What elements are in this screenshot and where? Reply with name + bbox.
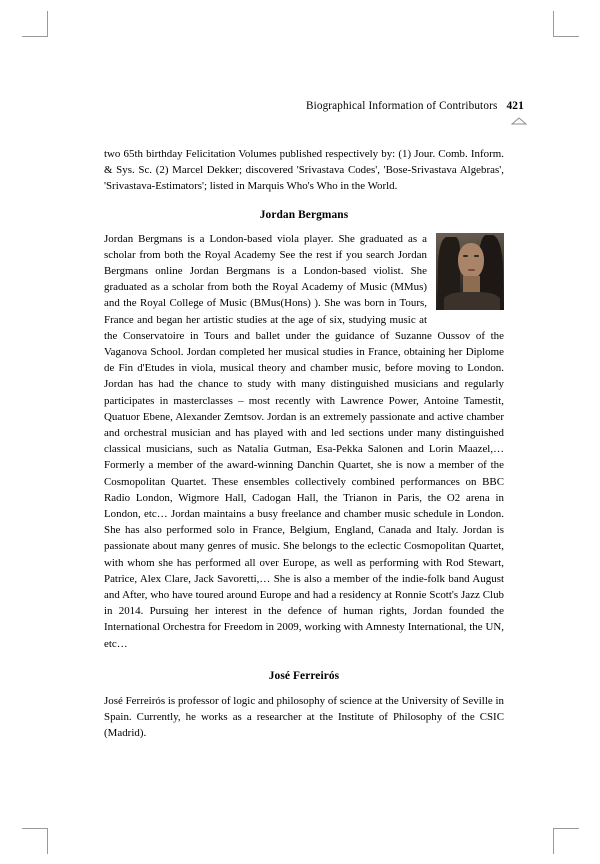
bio-text-jose-ferreiros: José Ferreirós is professor of logic and philosophy of science at the University of Seville in Spain. Currently, he works as a researcher at the Institute of Philosophy of the CSIC (Madrid).	[104, 694, 504, 740]
crop-mark-top-right-horizontal	[553, 36, 579, 37]
running-head	[104, 100, 524, 112]
crop-mark-bottom-left-horizontal	[22, 828, 48, 829]
decorative-triangle-icon	[511, 117, 527, 125]
portrait-mouth	[468, 269, 475, 271]
continued-paragraph: two 65th birthday Felicitation Volumes published respectively by: (1) Jour. Comb. Inform. & Sys. Sc. (2) Marcel Dekker; discovered 'Srivastava Codes', 'Bose-Srivastava Algebras', 'Srivastava-Estimators'; listed in Marquis Who's Who in the World.	[104, 148, 504, 193]
crop-mark-top-right-vertical	[553, 11, 554, 37]
crop-mark-bottom-left-vertical	[47, 828, 48, 854]
text-column	[104, 146, 504, 742]
running-head-title: Biographical Information of Contributors	[305, 100, 498, 112]
crop-mark-bottom-right-vertical	[553, 828, 554, 854]
portrait-eye-right	[474, 255, 479, 257]
portrait-face	[458, 243, 484, 279]
portrait-eye-left	[463, 255, 468, 257]
crop-mark-top-left-vertical	[47, 11, 48, 37]
portrait-shoulders	[444, 292, 500, 310]
entry-heading-jordan-bergmans: Jordan Bergmans	[259, 208, 349, 221]
crop-mark-top-left-horizontal	[22, 36, 48, 37]
bio-entry-jordan-bergmans	[104, 231, 504, 652]
portrait-photo	[436, 233, 504, 310]
entry-heading-jose-ferreiros: José Ferreirós	[268, 669, 340, 682]
page-number: 421	[506, 100, 524, 112]
crop-mark-bottom-right-horizontal	[553, 828, 579, 829]
bio-text-jordan-bergmans: Jordan Bergmans is a London-based viola player. She graduated as a scholar from both the Royal Academy See the rest if you search Jordan Bergmans online Jordan Bergmans is a London-based violist. She graduated as a scholar from both the Royal Academy of Music (MMus) and the Royal College of Music (BMus(Hons) ). She was born in Tours, France and began her artistic studies at the age of six, studying music at the Conservatoire in Tours and ballet under the guidance of Suzanne Oussov of the Vaganova School. Jordan completed her musical studies in France, obtaining her Diplome de Fin d'Etudes in viola, musical theory and chamber music, before moving to London. Jordan has had the chance to study with many distinguished musicians and regularly participates in masterclasses – most recently with Lawrence Power, Antoine Tamestit, Quatuor Ebene, Alexander Zemtsov. Jordan is an extremely passionate and active chamber and orchestral musician and has played with and led sections under many distinguished classical musicians, such as Natalia Gutman, Esa-Pekka Salonen and Lorin Maazel,… Formerly a member of the award-winning Danchin Quartet, she is now a member of the Cosmopolitan Quartet. These ensembles collectively combined performances on BBC Radio London, Wigmore Hall, Cadogan Hall, the Trianon in Paris, the O2 arena in London, etc… Jordan maintains a busy freelance and chamber music schedule in London. She has also performed solo in France, Belgium, England, Canada and Italy. Jordan is passionate about many genres of music. She belongs to the eclectic Cosmopolitan Quartet, with whom she has performed all over Europe, as well as performing with Rod Stewart, Patrice, Alex Clare, Jack Savoretti,… She is also a member of the indie-folk band August and After, who have toured around Europe and had a residency at Ronnie Scott's Jazz Club in 2014. Pursuing her interest in the defence of human rights, Jordan founded the International Orchestra for Freedom in 2009, working with Amnesty International, the UN, etc…	[104, 232, 504, 650]
